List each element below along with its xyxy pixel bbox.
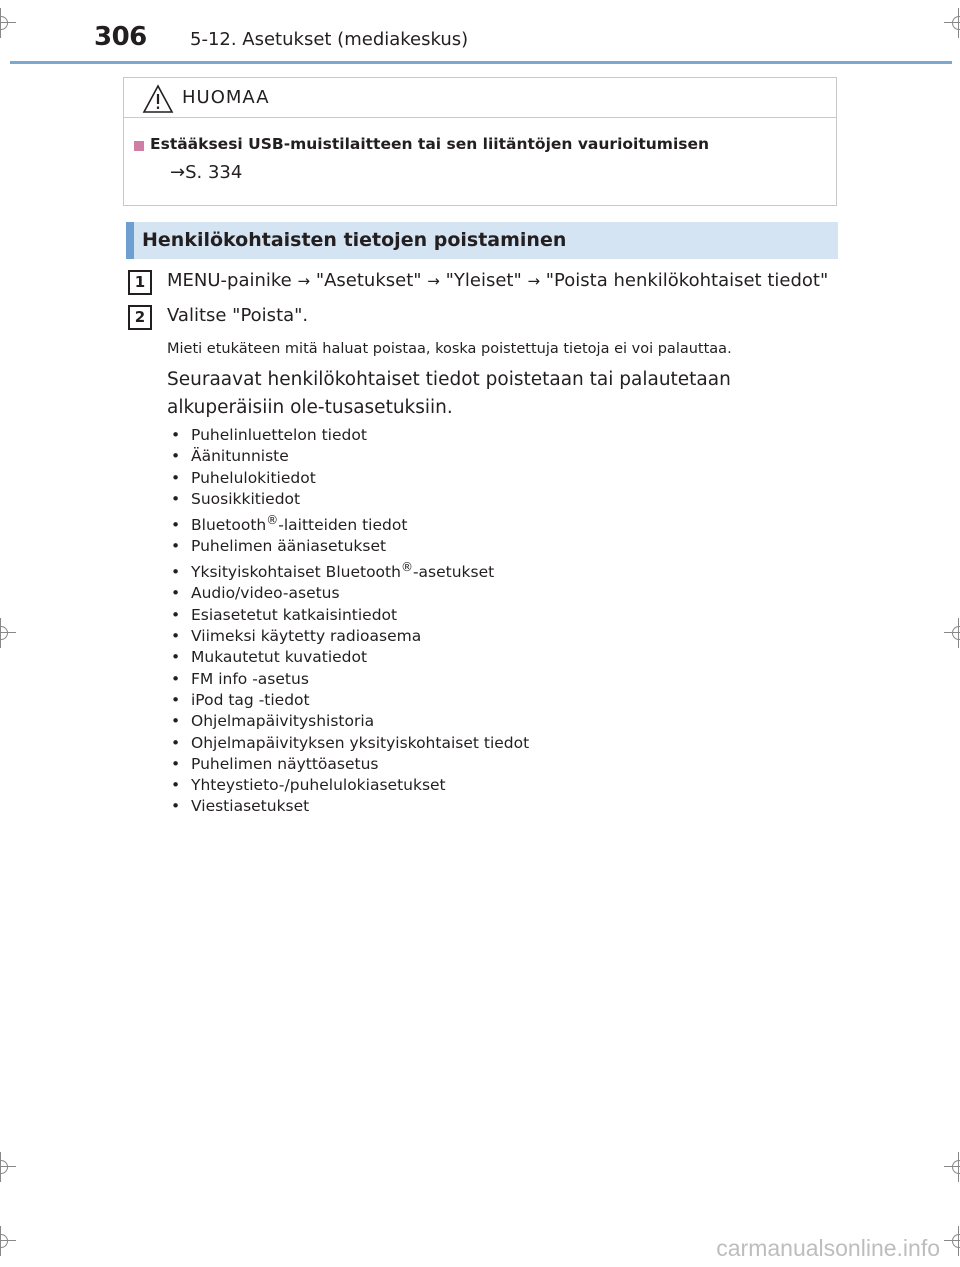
notice-title: HUOMAA bbox=[182, 87, 270, 108]
list-item-text: Yksityiskohtaiset Bluetooth bbox=[191, 563, 401, 582]
registration-mark-icon bbox=[944, 618, 960, 648]
step-1-part: MENU-painike bbox=[167, 270, 292, 291]
personal-data-list bbox=[171, 425, 529, 818]
list-item: • Esiasetetut katkaisintiedot bbox=[171, 605, 529, 626]
notice-page-reference[interactable]: →S. 334 bbox=[170, 162, 243, 183]
registration-mark-icon bbox=[944, 8, 960, 38]
warning-triangle-icon bbox=[142, 84, 174, 114]
notice-box bbox=[123, 77, 837, 206]
list-item: • Audio/video-asetus bbox=[171, 583, 529, 604]
list-item: • Mukautetut kuvatiedot bbox=[171, 647, 529, 668]
step-1-part: "Asetukset" bbox=[315, 270, 422, 291]
list-item bbox=[171, 510, 529, 536]
registration-mark-icon bbox=[0, 8, 16, 38]
list-item: • Yhteystieto-/puhelulokiasetukset bbox=[171, 775, 529, 796]
list-item-text: Bluetooth bbox=[191, 516, 267, 535]
section-header bbox=[126, 222, 838, 259]
list-item: • Puhelimen ääniasetukset bbox=[171, 536, 529, 557]
list-item-text: -laitteiden tiedot bbox=[278, 516, 408, 535]
registration-mark-icon bbox=[0, 618, 16, 648]
page-number: 306 bbox=[94, 22, 147, 52]
list-item: • Viimeksi käytetty radioasema bbox=[171, 626, 529, 647]
section-title: Henkilökohtaisten tietojen poistaminen bbox=[142, 229, 567, 251]
step-1-part: "Yleiset" bbox=[445, 270, 522, 291]
registered-mark: ® bbox=[400, 560, 413, 575]
step-number-1: 1 bbox=[128, 270, 152, 295]
arrow-icon: → bbox=[427, 272, 440, 290]
arrow-icon: → bbox=[297, 272, 311, 290]
registration-mark-icon bbox=[944, 1226, 960, 1256]
list-item: • Viestiasetukset bbox=[171, 796, 529, 817]
list-item-text: -asetukset bbox=[412, 563, 495, 582]
notice-item-text: Estääksesi USB-muistilaitteen tai sen liitäntöjen vaurioitumisen bbox=[150, 135, 710, 153]
header-rule bbox=[10, 61, 952, 64]
list-item: • Ohjelmapäivityshistoria bbox=[171, 711, 529, 732]
list-item: • Äänitunniste bbox=[171, 446, 529, 467]
list-item: • Puhelimen näyttöasetus bbox=[171, 754, 529, 775]
list-item: • Ohjelmapäivityksen yksityiskohtaiset tiedot bbox=[171, 733, 529, 754]
list-item: • FM info -asetus bbox=[171, 669, 529, 690]
square-bullet-icon bbox=[134, 141, 144, 151]
list-item: • iPod tag -tiedot bbox=[171, 690, 529, 711]
watermark[interactable]: carmanualsonline.info bbox=[716, 1235, 940, 1261]
caution-note: Mieti etukäteen mitä haluat poistaa, koska poistettuja tietoja ei voi palauttaa. bbox=[167, 341, 732, 357]
chapter-title: 5-12. Asetukset (mediakeskus) bbox=[190, 29, 469, 50]
list-item: • Suosikkitiedot bbox=[171, 489, 529, 510]
arrow-icon: → bbox=[527, 272, 541, 290]
list-item bbox=[171, 557, 529, 583]
list-item: • Puhelulokitiedot bbox=[171, 468, 529, 489]
registered-mark: ® bbox=[266, 513, 279, 528]
registration-mark-icon bbox=[0, 1152, 16, 1182]
list-item: • Puhelinluettelon tiedot bbox=[171, 425, 529, 446]
step-1-text bbox=[167, 270, 828, 291]
registration-mark-icon bbox=[0, 1226, 16, 1256]
step-1-part: "Poista henkilökohtaiset tiedot" bbox=[545, 270, 829, 291]
step-number-2: 2 bbox=[128, 305, 152, 330]
section-accent-bar bbox=[126, 222, 134, 259]
notice-header bbox=[124, 78, 836, 118]
step-2-text: Valitse "Poista". bbox=[167, 305, 309, 326]
registration-mark-icon bbox=[944, 1152, 960, 1182]
description-paragraph: Seuraavat henkilökohtaiset tiedot poistetaan tai palautetaan alkuperäisiin ole-tusasetuksiin. bbox=[167, 369, 731, 418]
